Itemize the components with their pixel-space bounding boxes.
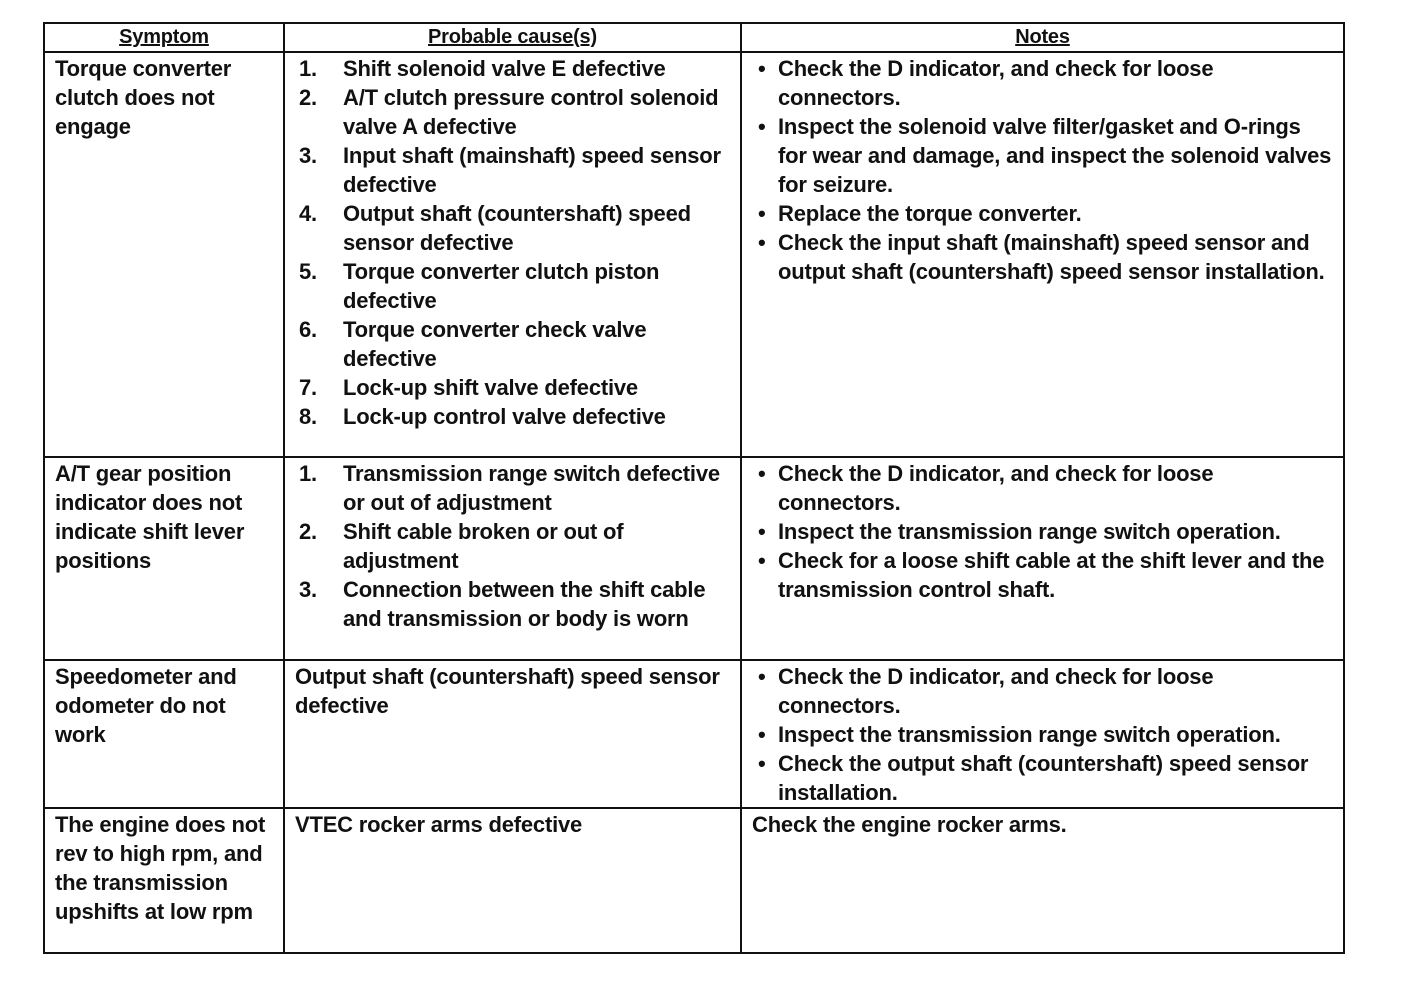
- cause-text: A/T clutch pressure control solenoid valve A defective: [343, 85, 719, 139]
- cause-text: Shift cable broken or out of adjustment: [343, 519, 624, 573]
- note-text: Check the input shaft (mainshaft) speed sensor and output shaft (countershaft) speed sensor installation.: [778, 230, 1325, 284]
- symptom-cell: The engine does not rev to high rpm, and the transmission upshifts at low rpm: [44, 808, 284, 953]
- cause-item: [295, 83, 732, 141]
- cause-number: 4.: [299, 201, 317, 226]
- cause-text: Torque converter clutch piston defective: [343, 259, 660, 313]
- note-text: Inspect the transmission range switch operation.: [778, 722, 1281, 747]
- note-item: [752, 720, 1335, 749]
- symptom-cell: A/T gear position indicator does not indicate shift lever positions: [44, 457, 284, 660]
- notes-cell: [741, 52, 1344, 457]
- cause-item: [295, 315, 732, 373]
- cause-item: [295, 517, 732, 575]
- bullet-icon: •: [758, 114, 766, 139]
- note-text: Check for a loose shift cable at the shift lever and the transmission control shaft.: [778, 548, 1325, 602]
- cause-item: [295, 575, 732, 633]
- note-item: [752, 228, 1335, 286]
- note-text: Check the D indicator, and check for loose connectors.: [778, 664, 1214, 718]
- note-list: [752, 662, 1335, 807]
- note-text: Inspect the solenoid valve filter/gasket and O-rings for wear and damage, and inspect the solenoid valves for seizure.: [778, 114, 1332, 197]
- cause-item: [295, 199, 732, 257]
- cause-text: Lock-up shift valve defective: [343, 375, 638, 400]
- cause-text: Transmission range switch defective or out of adjustment: [343, 461, 720, 515]
- note-text: Replace the torque converter.: [778, 201, 1082, 226]
- troubleshooting-table: [43, 22, 1345, 954]
- cause-list: [295, 54, 732, 431]
- note-item: [752, 749, 1335, 807]
- cause-text: Output shaft (countershaft) speed sensor defective: [343, 201, 691, 255]
- causes-cell: [284, 52, 741, 457]
- causes-cell: [284, 457, 741, 660]
- table-row: [44, 52, 1344, 457]
- bullet-icon: •: [758, 230, 766, 255]
- causes-cell: Output shaft (countershaft) speed sensor defective: [284, 660, 741, 808]
- note-text: Check the D indicator, and check for loose connectors.: [778, 461, 1214, 515]
- bullet-icon: •: [758, 201, 766, 226]
- bullet-icon: •: [758, 519, 766, 544]
- cause-number: 1.: [299, 56, 317, 81]
- symptom-cell: Speedometer and odometer do not work: [44, 660, 284, 808]
- cause-number: 5.: [299, 259, 317, 284]
- note-item: [752, 112, 1335, 199]
- notes-header: Notes: [741, 23, 1344, 52]
- note-text: Check the D indicator, and check for loose connectors.: [778, 56, 1214, 110]
- cause-number: 2.: [299, 85, 317, 110]
- note-item: [752, 517, 1335, 546]
- header-row: [44, 23, 1344, 52]
- notes-cell: [741, 457, 1344, 660]
- note-text: Inspect the transmission range switch operation.: [778, 519, 1281, 544]
- cause-text: Shift solenoid valve E defective: [343, 56, 666, 81]
- note-item: [752, 459, 1335, 517]
- cause-text: Torque converter check valve defective: [343, 317, 647, 371]
- cause-list: [295, 459, 732, 633]
- causes-header: Probable cause(s): [284, 23, 741, 52]
- notes-cell: Check the engine rocker arms.: [741, 808, 1344, 953]
- table-row: [44, 660, 1344, 808]
- cause-item: [295, 257, 732, 315]
- cause-item: [295, 141, 732, 199]
- note-list: [752, 54, 1335, 286]
- symptom-header: Symptom: [44, 23, 284, 52]
- bullet-icon: •: [758, 548, 766, 573]
- note-item: [752, 54, 1335, 112]
- bullet-icon: •: [758, 461, 766, 486]
- cause-text: Lock-up control valve defective: [343, 404, 666, 429]
- cause-item: [295, 54, 732, 83]
- cause-number: 6.: [299, 317, 317, 342]
- cause-number: 3.: [299, 143, 317, 168]
- cause-number: 7.: [299, 375, 317, 400]
- symptom-cell: Torque converter clutch does not engage: [44, 52, 284, 457]
- causes-cell: VTEC rocker arms defective: [284, 808, 741, 953]
- notes-cell: [741, 660, 1344, 808]
- table-row: [44, 457, 1344, 660]
- bullet-icon: •: [758, 664, 766, 689]
- cause-number: 1.: [299, 461, 317, 486]
- cause-item: [295, 373, 732, 402]
- bullet-icon: •: [758, 56, 766, 81]
- bullet-icon: •: [758, 751, 766, 776]
- note-text: Check the output shaft (countershaft) speed sensor installation.: [778, 751, 1309, 805]
- note-item: [752, 546, 1335, 604]
- table-row: [44, 808, 1344, 953]
- note-item: [752, 662, 1335, 720]
- cause-number: 3.: [299, 577, 317, 602]
- bullet-icon: •: [758, 722, 766, 747]
- note-item: [752, 199, 1335, 228]
- cause-item: [295, 402, 732, 431]
- note-list: [752, 459, 1335, 604]
- cause-number: 8.: [299, 404, 317, 429]
- cause-text: Input shaft (mainshaft) speed sensor defective: [343, 143, 721, 197]
- cause-text: Connection between the shift cable and transmission or body is worn: [343, 577, 706, 631]
- cause-number: 2.: [299, 519, 317, 544]
- cause-item: [295, 459, 732, 517]
